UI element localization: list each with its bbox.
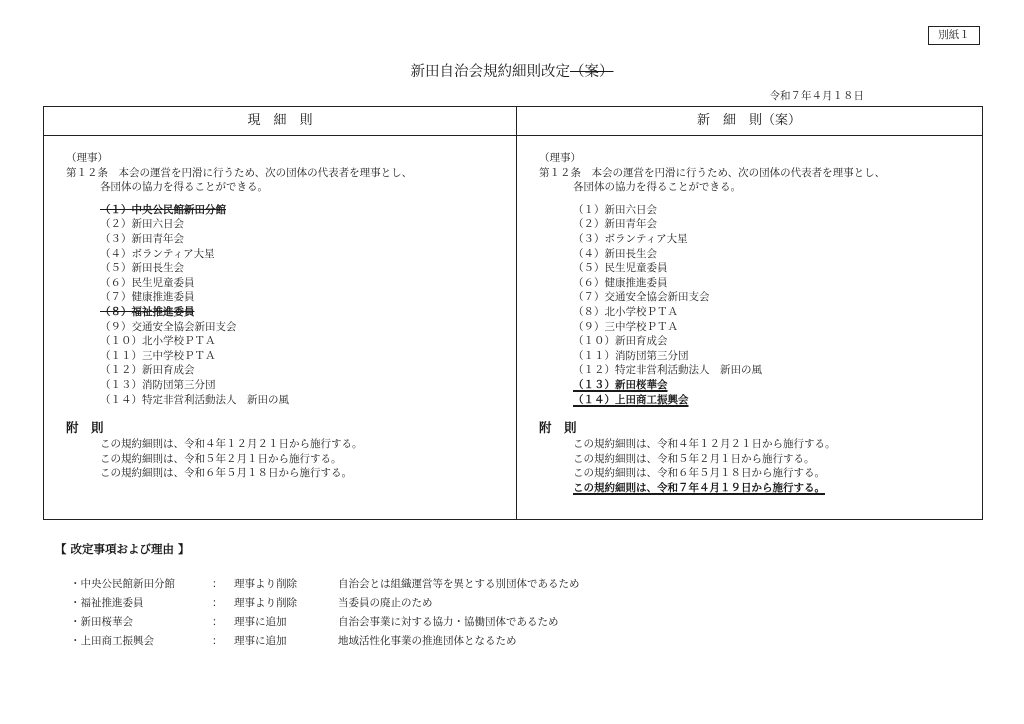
reason-colon: ： <box>212 597 223 609</box>
supplementary-line: この規約細則は、令和４年１２月２１日から施行する。 <box>100 438 363 451</box>
list-item: （１０）北小学校ＰＴＡ <box>100 335 216 348</box>
list-item: （１）新田六日会 <box>573 203 657 216</box>
list-item-added: （１４）上田商工振興会 <box>573 393 689 406</box>
list-item: （３）新田青年会 <box>100 232 184 245</box>
reasons-heading: 【 改定事項および理由 】 <box>55 542 190 556</box>
header-divider <box>44 135 982 136</box>
current-rules-column <box>66 151 506 481</box>
reason-colon: ： <box>212 616 223 628</box>
director-list <box>66 203 506 407</box>
reason-colon: ： <box>212 578 223 590</box>
list-item-deleted: （８）福祉推進委員 <box>100 305 195 318</box>
article-text-line: 各団体の協力を得ることができる。 <box>100 181 268 194</box>
list-item: （２）新田青年会 <box>573 218 657 231</box>
list-item: （４）ボランティア大星 <box>100 247 215 260</box>
reason-name: ・新田桜華会 <box>70 616 133 628</box>
article-text-line: 第１２条 本会の運営を円滑に行うため、次の団体の代表者を理事とし、 <box>539 166 886 179</box>
list-item: （１３）消防団第三分団 <box>100 378 216 391</box>
list-item: （３）ボランティア大星 <box>573 232 688 245</box>
reason-name: ・上田商工振興会 <box>70 635 154 647</box>
supplementary-line: この規約細則は、令和５年２月１日から施行する。 <box>100 452 342 465</box>
reason-action: 理事より削除 <box>234 578 297 590</box>
document-title <box>0 62 1024 82</box>
reason-action: 理事に追加 <box>234 635 287 647</box>
reason-colon: ： <box>212 635 223 647</box>
list-item: （１１）消防団第三分団 <box>573 349 689 362</box>
article-text-line: 第１２条 本会の運営を円滑に行うため、次の団体の代表者を理事とし、 <box>66 166 413 179</box>
list-item: （７）交通安全協会新田支会 <box>573 291 710 304</box>
list-item: （１０）新田育成会 <box>573 335 668 348</box>
article-text-line: 各団体の協力を得ることができる。 <box>573 181 741 194</box>
supplementary-heading: 附 則 <box>66 420 104 436</box>
article-caption: （理事） <box>539 152 581 164</box>
document-date: 令和７年４月１８日 <box>769 90 864 102</box>
list-item: （１４）特定非営利活動法人 新田の風 <box>100 393 289 406</box>
list-item: （８）北小学校ＰＴＡ <box>573 305 678 318</box>
list-item: （９）交通安全協会新田支会 <box>100 320 237 333</box>
supplementary-line: この規約細則は、令和５年２月１日から施行する。 <box>573 452 815 465</box>
column-divider <box>516 107 517 519</box>
list-item: （１２）新田育成会 <box>100 364 195 377</box>
director-list <box>539 203 979 407</box>
proposed-rules-heading: 新 細 則（案） <box>696 113 801 128</box>
reason-action: 理事より削除 <box>234 597 297 609</box>
article-caption: （理事） <box>66 152 108 164</box>
list-item: （２）新田六日会 <box>100 218 184 231</box>
list-item: （６）健康推進委員 <box>573 276 668 289</box>
list-item: （１１）三中学校ＰＴＡ <box>100 349 216 362</box>
current-rules-heading: 現 細 則 <box>247 113 313 128</box>
list-item: （６）民生児童委員 <box>100 276 195 289</box>
reason-name: ・福祉推進委員 <box>70 597 144 609</box>
title-draft-struck: （案） <box>570 64 614 80</box>
list-item-added: （１３）新田桜華会 <box>573 378 668 391</box>
supplementary-heading: 附 則 <box>539 420 577 436</box>
list-item: （１２）特定非営利活動法人 新田の風 <box>573 364 762 377</box>
comparison-table <box>43 106 983 520</box>
title-main: 新田自治会規約細則改定 <box>410 64 570 80</box>
annex-label: 別紙１ <box>928 26 980 45</box>
list-item: （４）新田長生会 <box>573 247 657 260</box>
supplementary-line: この規約細則は、令和４年１２月２１日から施行する。 <box>573 438 836 451</box>
list-item: （５）新田長生会 <box>100 262 184 275</box>
list-item: （７）健康推進委員 <box>100 291 195 304</box>
supplementary-line: この規約細則は、令和６年５月１８日から施行する。 <box>100 467 352 480</box>
reason-text: 自治会とは組織運営等を異とする別団体であるため <box>338 578 580 590</box>
list-item-deleted: （１）中央公民館新田分館 <box>100 203 226 216</box>
supplementary-line: この規約細則は、令和６年５月１８日から施行する。 <box>573 467 825 480</box>
list-item: （９）三中学校ＰＴＡ <box>573 320 678 333</box>
proposed-rules-column <box>539 151 979 495</box>
reason-text: 自治会事業に対する協力・協働団体であるため <box>338 616 559 628</box>
reason-action: 理事に追加 <box>234 616 287 628</box>
reason-text: 当委員の廃止のため <box>338 597 433 609</box>
reason-text: 地域活性化事業の推進団体となるため <box>338 635 517 647</box>
list-item: （５）民生児童委員 <box>573 262 668 275</box>
supplementary-line-added: この規約細則は、令和７年４月１９日から施行する。 <box>573 481 825 494</box>
reason-name: ・中央公民館新田分館 <box>70 578 175 590</box>
